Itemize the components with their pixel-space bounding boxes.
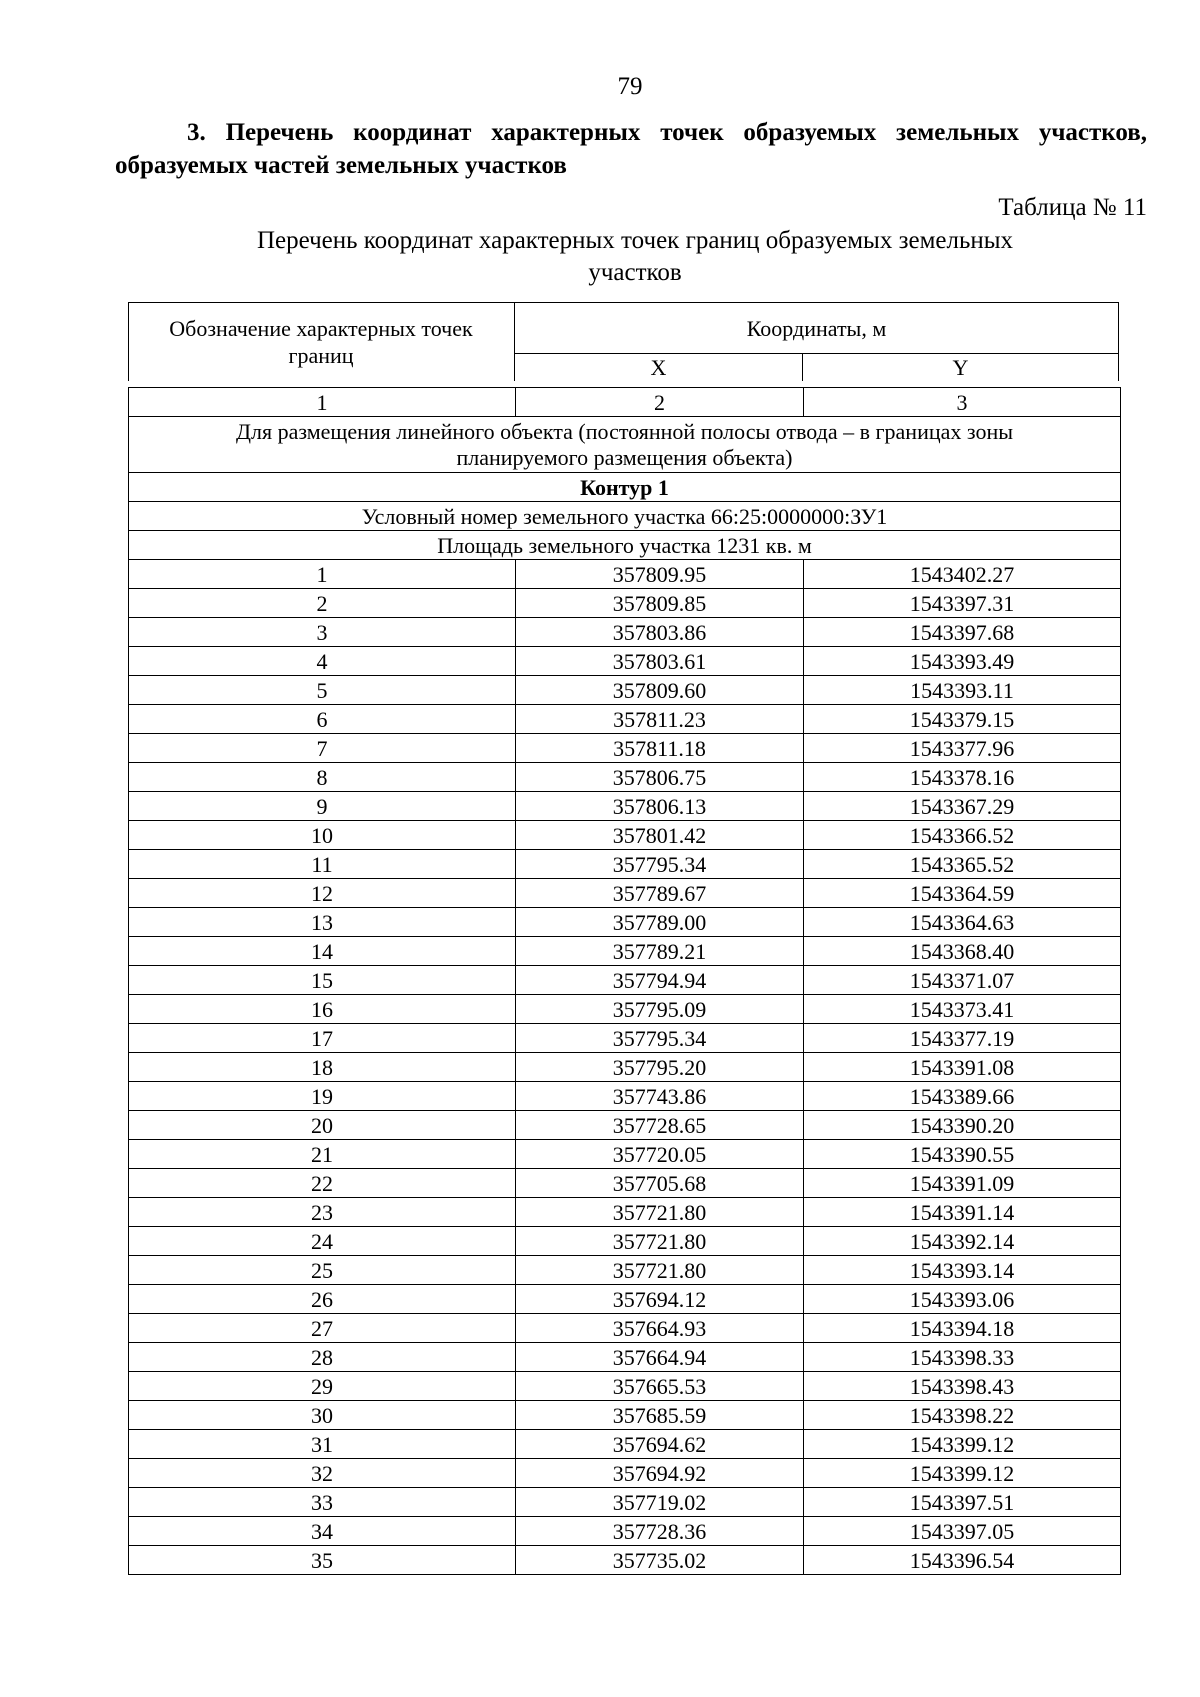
- point-number: 33: [129, 1488, 516, 1517]
- table-row: [129, 618, 1121, 647]
- point-number: 35: [129, 1546, 516, 1575]
- coord-y: 1543392.14: [804, 1227, 1121, 1256]
- table-header: [128, 302, 1119, 380]
- coordinates-table: [128, 387, 1121, 1575]
- column-number: 3: [804, 388, 1121, 417]
- table-row: [129, 676, 1121, 705]
- coord-x: 357694.12: [516, 1285, 804, 1314]
- coord-y: 1543390.55: [804, 1140, 1121, 1169]
- table-row: [129, 1546, 1121, 1575]
- coord-y: 1543398.33: [804, 1343, 1121, 1372]
- coord-x: 357694.92: [516, 1459, 804, 1488]
- point-number: 27: [129, 1314, 516, 1343]
- coord-y: 1543368.40: [804, 937, 1121, 966]
- point-number: 23: [129, 1198, 516, 1227]
- table-row: [129, 560, 1121, 589]
- point-number: 9: [129, 792, 516, 821]
- coord-y: 1543373.41: [804, 995, 1121, 1024]
- coord-y: 1543390.20: [804, 1111, 1121, 1140]
- coord-x: 357743.86: [516, 1082, 804, 1111]
- table-row: [129, 1459, 1121, 1488]
- header-point-designation: Обозначение характерных точек границ: [169, 316, 473, 368]
- coord-x: 357719.02: [516, 1488, 804, 1517]
- coord-x: 357803.61: [516, 647, 804, 676]
- coord-x: 357795.34: [516, 1024, 804, 1053]
- coord-x: 357665.53: [516, 1372, 804, 1401]
- parcel-area-row: [129, 531, 1121, 560]
- parcel-number-row: [129, 502, 1121, 531]
- coord-x: 357705.68: [516, 1169, 804, 1198]
- purpose-text: Для размещения линейного объекта (постоянной полосы отвода – в границах зоны планируемого размещения объекта): [129, 417, 1121, 473]
- coord-y: 1543393.14: [804, 1256, 1121, 1285]
- point-number: 6: [129, 705, 516, 734]
- coord-x: 357795.09: [516, 995, 804, 1024]
- table-row: [129, 1111, 1121, 1140]
- table-row: [129, 1430, 1121, 1459]
- point-number: 8: [129, 763, 516, 792]
- table-row: [129, 1517, 1121, 1546]
- coord-x: 357789.00: [516, 908, 804, 937]
- coord-y: 1543397.05: [804, 1517, 1121, 1546]
- coord-y: 1543364.63: [804, 908, 1121, 937]
- table-row: [129, 1285, 1121, 1314]
- table-row: [129, 705, 1121, 734]
- coord-y: 1543398.22: [804, 1401, 1121, 1430]
- column-number-row: [129, 388, 1121, 417]
- coord-x: 357721.80: [516, 1256, 804, 1285]
- coord-y: 1543371.07: [804, 966, 1121, 995]
- column-number: 2: [516, 388, 804, 417]
- coord-x: 357728.36: [516, 1517, 804, 1546]
- coord-x: 357806.75: [516, 763, 804, 792]
- coord-y: 1543391.09: [804, 1169, 1121, 1198]
- point-number: 11: [129, 850, 516, 879]
- point-number: 22: [129, 1169, 516, 1198]
- point-number: 34: [129, 1517, 516, 1546]
- coord-x: 357789.21: [516, 937, 804, 966]
- coord-y: 1543399.12: [804, 1430, 1121, 1459]
- point-number: 18: [129, 1053, 516, 1082]
- point-number: 16: [129, 995, 516, 1024]
- table-row: [129, 966, 1121, 995]
- table-row: [129, 589, 1121, 618]
- point-number: 13: [129, 908, 516, 937]
- table-row: [129, 763, 1121, 792]
- table-row: [129, 1314, 1121, 1343]
- table-row: [129, 647, 1121, 676]
- coord-y: 1543393.06: [804, 1285, 1121, 1314]
- point-number: 4: [129, 647, 516, 676]
- coord-x: 357721.80: [516, 1227, 804, 1256]
- table-caption: Перечень координат характерных точек границ образуемых земельных участков: [256, 227, 1014, 286]
- table-row: [129, 850, 1121, 879]
- coord-x: 357794.94: [516, 966, 804, 995]
- coord-y: 1543389.66: [804, 1082, 1121, 1111]
- point-number: 1: [129, 560, 516, 589]
- point-number: 7: [129, 734, 516, 763]
- table-row: [129, 734, 1121, 763]
- coord-y: 1543367.29: [804, 792, 1121, 821]
- table-row: [129, 792, 1121, 821]
- coord-x: 357789.67: [516, 879, 804, 908]
- table-row: [129, 1488, 1121, 1517]
- coord-x: 357664.93: [516, 1314, 804, 1343]
- table-row: [129, 1024, 1121, 1053]
- table-row: [129, 1169, 1121, 1198]
- point-number: 24: [129, 1227, 516, 1256]
- coord-x: 357694.62: [516, 1430, 804, 1459]
- point-number: 14: [129, 937, 516, 966]
- section-title: 3. Перечень координат характерных точек образуемых земельных участков, образуемых частей земельных участков: [115, 119, 1147, 179]
- table-row: [129, 879, 1121, 908]
- header-coordinates: Координаты, м: [746, 316, 887, 341]
- coord-y: 1543397.51: [804, 1488, 1121, 1517]
- table-label: Таблица № 11: [998, 194, 1147, 221]
- point-number: 15: [129, 966, 516, 995]
- header-y: Y: [952, 355, 969, 380]
- table-row: [129, 995, 1121, 1024]
- coord-x: 357801.42: [516, 821, 804, 850]
- coord-x: 357685.59: [516, 1401, 804, 1430]
- table-row: [129, 1227, 1121, 1256]
- table-row: [129, 1140, 1121, 1169]
- coord-y: 1543399.12: [804, 1459, 1121, 1488]
- table-row: [129, 821, 1121, 850]
- coord-y: 1543377.19: [804, 1024, 1121, 1053]
- coord-y: 1543377.96: [804, 734, 1121, 763]
- coord-x: 357806.13: [516, 792, 804, 821]
- point-number: 26: [129, 1285, 516, 1314]
- point-number: 30: [129, 1401, 516, 1430]
- coord-y: 1543402.27: [804, 560, 1121, 589]
- table-row: [129, 1256, 1121, 1285]
- point-number: 2: [129, 589, 516, 618]
- table-row: [129, 937, 1121, 966]
- point-number: 25: [129, 1256, 516, 1285]
- table-row: [129, 1401, 1121, 1430]
- point-number: 32: [129, 1459, 516, 1488]
- coord-y: 1543393.49: [804, 647, 1121, 676]
- table-row: [129, 908, 1121, 937]
- table-row: [129, 1372, 1121, 1401]
- coord-y: 1543396.54: [804, 1546, 1121, 1575]
- coord-x: 357795.20: [516, 1053, 804, 1082]
- point-number: 28: [129, 1343, 516, 1372]
- purpose-row: [129, 417, 1121, 473]
- coord-y: 1543366.52: [804, 821, 1121, 850]
- point-number: 19: [129, 1082, 516, 1111]
- header-x: X: [650, 355, 667, 380]
- parcel-area: Площадь земельного участка 1231 кв. м: [129, 531, 1121, 560]
- coord-y: 1543391.08: [804, 1053, 1121, 1082]
- parcel-number: Условный номер земельного участка 66:25:0000000:ЗУ1: [129, 502, 1121, 531]
- point-number: 3: [129, 618, 516, 647]
- contour-row: [129, 473, 1121, 502]
- point-number: 5: [129, 676, 516, 705]
- coord-y: 1543364.59: [804, 879, 1121, 908]
- table-row: [129, 1198, 1121, 1227]
- coord-x: 357803.86: [516, 618, 804, 647]
- point-number: 10: [129, 821, 516, 850]
- coord-x: 357811.23: [516, 705, 804, 734]
- point-number: 21: [129, 1140, 516, 1169]
- coord-y: 1543379.15: [804, 705, 1121, 734]
- coord-y: 1543365.52: [804, 850, 1121, 879]
- coord-x: 357721.80: [516, 1198, 804, 1227]
- coord-x: 357664.94: [516, 1343, 804, 1372]
- coord-y: 1543394.18: [804, 1314, 1121, 1343]
- coord-y: 1543391.14: [804, 1198, 1121, 1227]
- coord-y: 1543393.11: [804, 676, 1121, 705]
- coord-y: 1543397.68: [804, 618, 1121, 647]
- coord-y: 1543398.43: [804, 1372, 1121, 1401]
- point-number: 31: [129, 1430, 516, 1459]
- point-number: 20: [129, 1111, 516, 1140]
- coord-x: 357735.02: [516, 1546, 804, 1575]
- point-number: 29: [129, 1372, 516, 1401]
- point-number: 12: [129, 879, 516, 908]
- coord-x: 357728.65: [516, 1111, 804, 1140]
- coord-x: 357809.95: [516, 560, 804, 589]
- coord-x: 357809.85: [516, 589, 804, 618]
- coord-y: 1543397.31: [804, 589, 1121, 618]
- table-row: [129, 1343, 1121, 1372]
- column-number: 1: [129, 388, 516, 417]
- coord-x: 357809.60: [516, 676, 804, 705]
- coord-x: 357720.05: [516, 1140, 804, 1169]
- page-number: 79: [617, 73, 643, 100]
- coord-y: 1543378.16: [804, 763, 1121, 792]
- table-row: [129, 1053, 1121, 1082]
- point-number: 17: [129, 1024, 516, 1053]
- contour-label: Контур 1: [129, 473, 1121, 502]
- coord-x: 357811.18: [516, 734, 804, 763]
- table-row: [129, 1082, 1121, 1111]
- coord-x: 357795.34: [516, 850, 804, 879]
